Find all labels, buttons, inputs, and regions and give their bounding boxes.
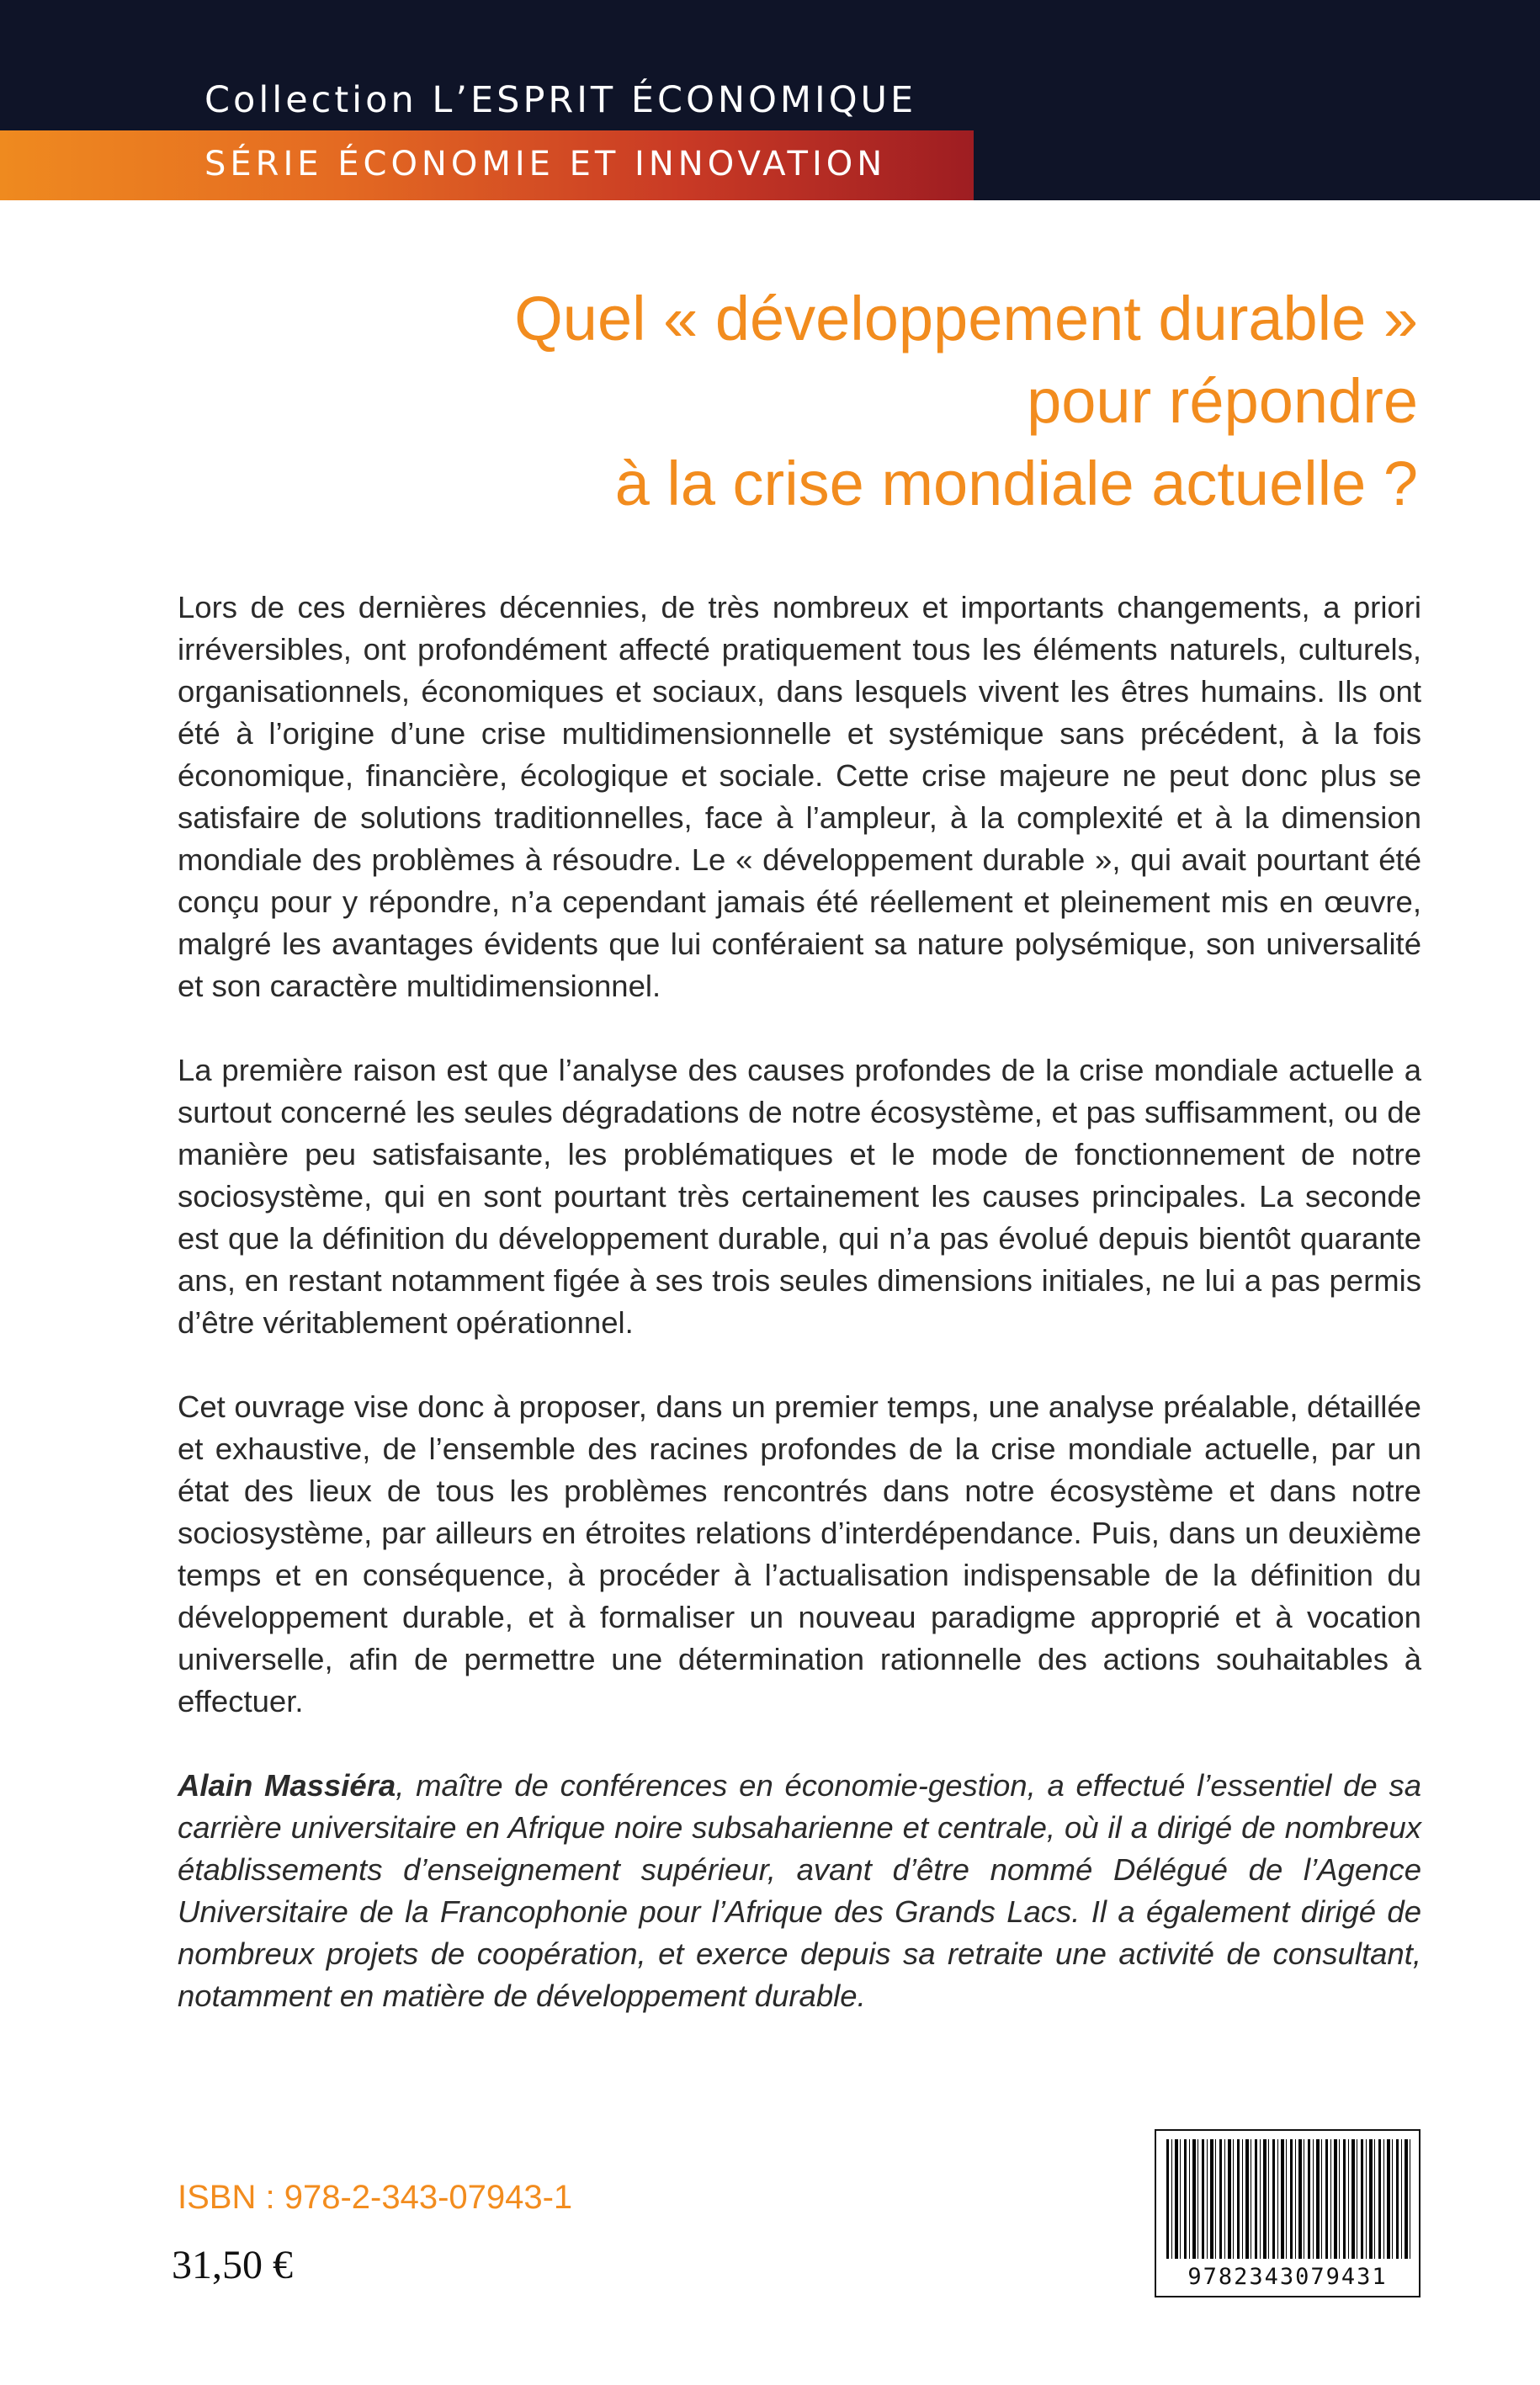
barcode — [1155, 2129, 1421, 2297]
barcode-bars — [1166, 2139, 1410, 2259]
title-line-1: Quel « développement durable » — [514, 284, 1418, 353]
paragraph-1: Lors de ces dernières décennies, de très nombreux et importants changements, a priori irréversibles, ont profondément affecté pratiquement tous les éléments naturels, culturels, organisationnels, économiques et sociaux, dans lesquels vivent les êtres humains. Ils ont été à l’origine d’une crise multidimensionnelle et systémique sans précédent, à la fois économique, financière, écologique et sociale. Cette crise majeure ne peut donc plus se satisfaire de solutions traditionnelles, face à l’ampleur, à la complexité et à la dimension mondiale des problèmes à résoudre. Le « développement durable », qui avait pourtant été conçu pour y répondre, n’a cependant jamais été réellement et pleinement mis en œuvre, malgré les avantages évidents que lui conféraient sa nature polysémique, son universalité et son caractère multidimensionnel. — [178, 590, 1421, 1003]
series-label: SÉRIE ÉCONOMIE ET INNOVATION — [204, 145, 887, 183]
title-line-3: à la crise mondiale actuelle ? — [614, 449, 1418, 518]
author-bio-text: , maître de conférences en économie-gestion, a effectué l’essentiel de sa carrière universitaire en Afrique noire subsaharienne et centrale, où il a dirigé de nombreux établissements d’enseignement supérieur, avant d’être nommé Délégué de l’Agence Universitaire de la Francophonie pour l’Afrique des Grands Lacs. Il a également dirigé de nombreux projets de coopération, et exerce depuis sa retraite une activité de consultant, notamment en matière de développement durable. — [178, 1768, 1421, 2013]
author-name: Alain Massiéra — [178, 1768, 396, 1803]
price: 31,50 € — [172, 2243, 293, 2287]
isbn: ISBN : 978-2-343-07943-1 — [178, 2179, 573, 2216]
collection-label: Collection L’ESPRIT ÉCONOMIQUE — [204, 79, 917, 121]
paragraph-3: Cet ouvrage vise donc à proposer, dans un premier temps, une analyse préalable, détaillée et exhaustive, de l’ensemble des racines profondes de la crise mondiale actuelle, par un état des lieux de tous les problèmes rencontrés dans notre écosystème et dans notre sociosystème, par ailleurs en étroites relations d’interdépendance. Puis, dans un deuxième temps et en conséquence, à procéder à l’actualisation indispensable de la définition du développement durable, et à formaliser un nouveau paradigme approprié et à vocation universelle, afin de permettre une détermination rationnelle des actions souhaitables à effectuer. — [178, 1389, 1421, 1718]
back-cover-text — [178, 587, 1421, 2059]
barcode-number: 9782343079431 — [1187, 2264, 1388, 2290]
author-bio — [178, 1765, 1421, 2017]
paragraph-2: La première raison est que l’analyse des causes profondes de la crise mondiale actuelle a surtout concerné les seules dégradations de notre écosystème, et pas suffisamment, ou de manière peu satisfaisante, les problématiques et le mode de fonctionnement de notre sociosystème, qui en sont pourtant très certainement les causes principales. La seconde est que la définition du développement durable, qui n’a pas évolué depuis bientôt quarante ans, en restant notamment figée à ses trois seules dimensions initiales, ne lui a pas permis d’être véritablement opérationnel. — [178, 1053, 1421, 1340]
book-title — [156, 278, 1418, 525]
title-line-2: pour répondre — [1027, 366, 1418, 436]
